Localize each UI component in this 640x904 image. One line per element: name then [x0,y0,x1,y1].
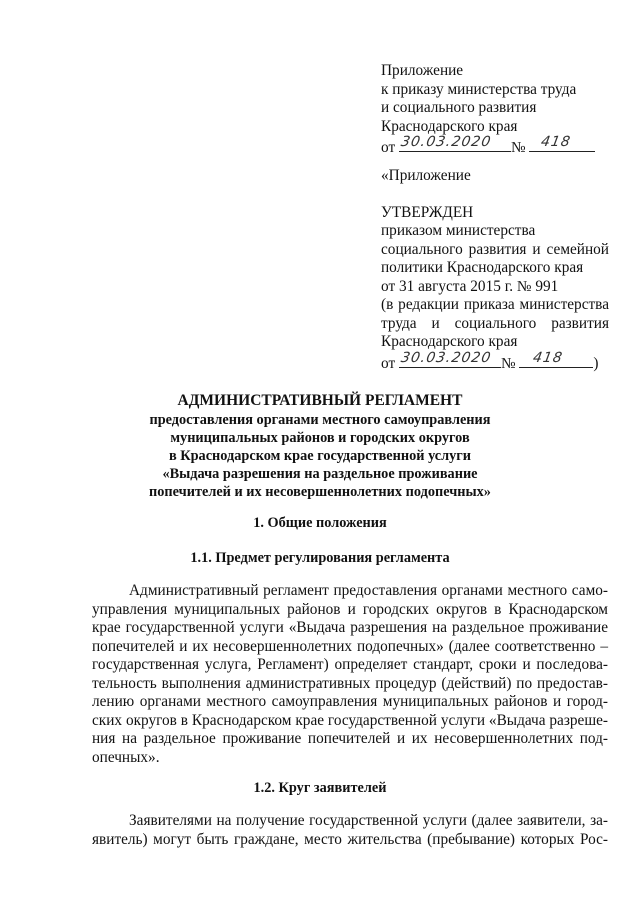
approval-line-5: (в редакции приказа министерства [381,296,609,313]
approval-date-field [399,349,501,368]
appendix-line-2: к приказу министерства труда [381,80,577,98]
approval-date-line [381,349,609,372]
subsection-1-1-heading: 1.1. Предмет регулирования регламента [190,550,450,566]
appendix-line-4: Краснодарского края [381,117,518,135]
subsection-1-2-heading: 1.2. Круг заявителей [253,780,387,796]
title-sub-line-2: муниципальных районов и городских округов [170,429,470,446]
appendix-from-prefix: от [381,139,396,156]
appendix-num-label: № [510,139,526,156]
approval-num-handwritten: 418 [532,349,565,366]
paragraph-line: ских округов в Краснодарском крае государственной услуги «Выдача разреше- [92,711,608,729]
appendix-block [381,62,609,155]
appendix-num-handwritten: 418 [540,134,573,150]
approval-close-paren: ) [593,354,599,372]
appendix-line-3: и социального развития [381,99,537,116]
approval-quote-open: «Приложение [381,167,471,184]
appendix-line-1: Приложение [381,62,464,79]
appendix-date-line [381,136,609,155]
approval-line-2: социального развития и семейной [381,240,609,258]
appendix-date-handwritten: 30.03.2020 [399,134,493,150]
document-title: АДМИНИСТРАТИВНЫЙ РЕГЛАМЕНТ [177,392,463,409]
approval-approved: УТВЕРЖДЕН [381,203,474,221]
paragraph-line: крае государственной услуги «Выдача разрешения на раздельное проживание [92,619,608,636]
section-1-heading: 1. Общие положения [253,515,387,531]
paragraph-line: ния на раздельное проживание попечителей и их несовершеннолетних под- [92,730,608,747]
approval-line-1: приказом министерства [381,222,536,239]
paragraph-line: Административный регламент предоставления органами местного само- [129,582,608,599]
document-title-block [0,392,640,501]
subsection-1-1-paragraph [92,582,608,767]
title-sub-line-5: попечителей и их несовершеннолетних подопечных» [149,483,491,500]
approval-line-4: от 31 августа 2015 г. № 991 [381,277,559,295]
title-sub-line-1: предоставления органами местного самоуправления [149,411,491,428]
approval-line-7: Краснодарского края [381,333,518,350]
paragraph-line: тельность выполнения административных процедур (действий) по предостав- [92,674,608,692]
approval-block [381,167,609,370]
approval-from-prefix: от [381,354,396,372]
paragraph-line: попечителей и их несовершеннолетних подопечных» (далее соответственно – [92,637,608,655]
title-sub-line-3: в Краснодарском крае государственной услуги [168,447,472,464]
approval-num-label: № [500,354,516,372]
paragraph-line: опечных». [92,748,160,766]
paragraph-line: государственная услуга, Регламент) определяет стандарт, сроки и последова- [92,656,608,673]
approval-line-6: труда и социального развития [381,314,609,332]
paragraph-line: Заявителями на получение государственной услуги (далее заявители, за- [129,812,608,829]
paragraph-line: явитель) могут быть граждане, место жительства (пребывание) которых Рос- [92,830,608,848]
title-sub-line-4: «Выдача разрешения на раздельное проживание [162,465,478,482]
appendix-num-field [529,136,595,152]
paragraph-line: управления муниципальных районов и городских округов в Краснодарском [92,600,608,618]
appendix-date-field [399,136,511,152]
approval-num-field [519,349,593,368]
paragraph-line: лению органами местного самоуправления муниципальных районов и город- [92,693,608,710]
approval-date-handwritten: 30.03.2020 [399,349,493,366]
approval-line-3: политики Краснодарского края [381,259,584,276]
subsection-1-2-paragraph [92,812,608,849]
